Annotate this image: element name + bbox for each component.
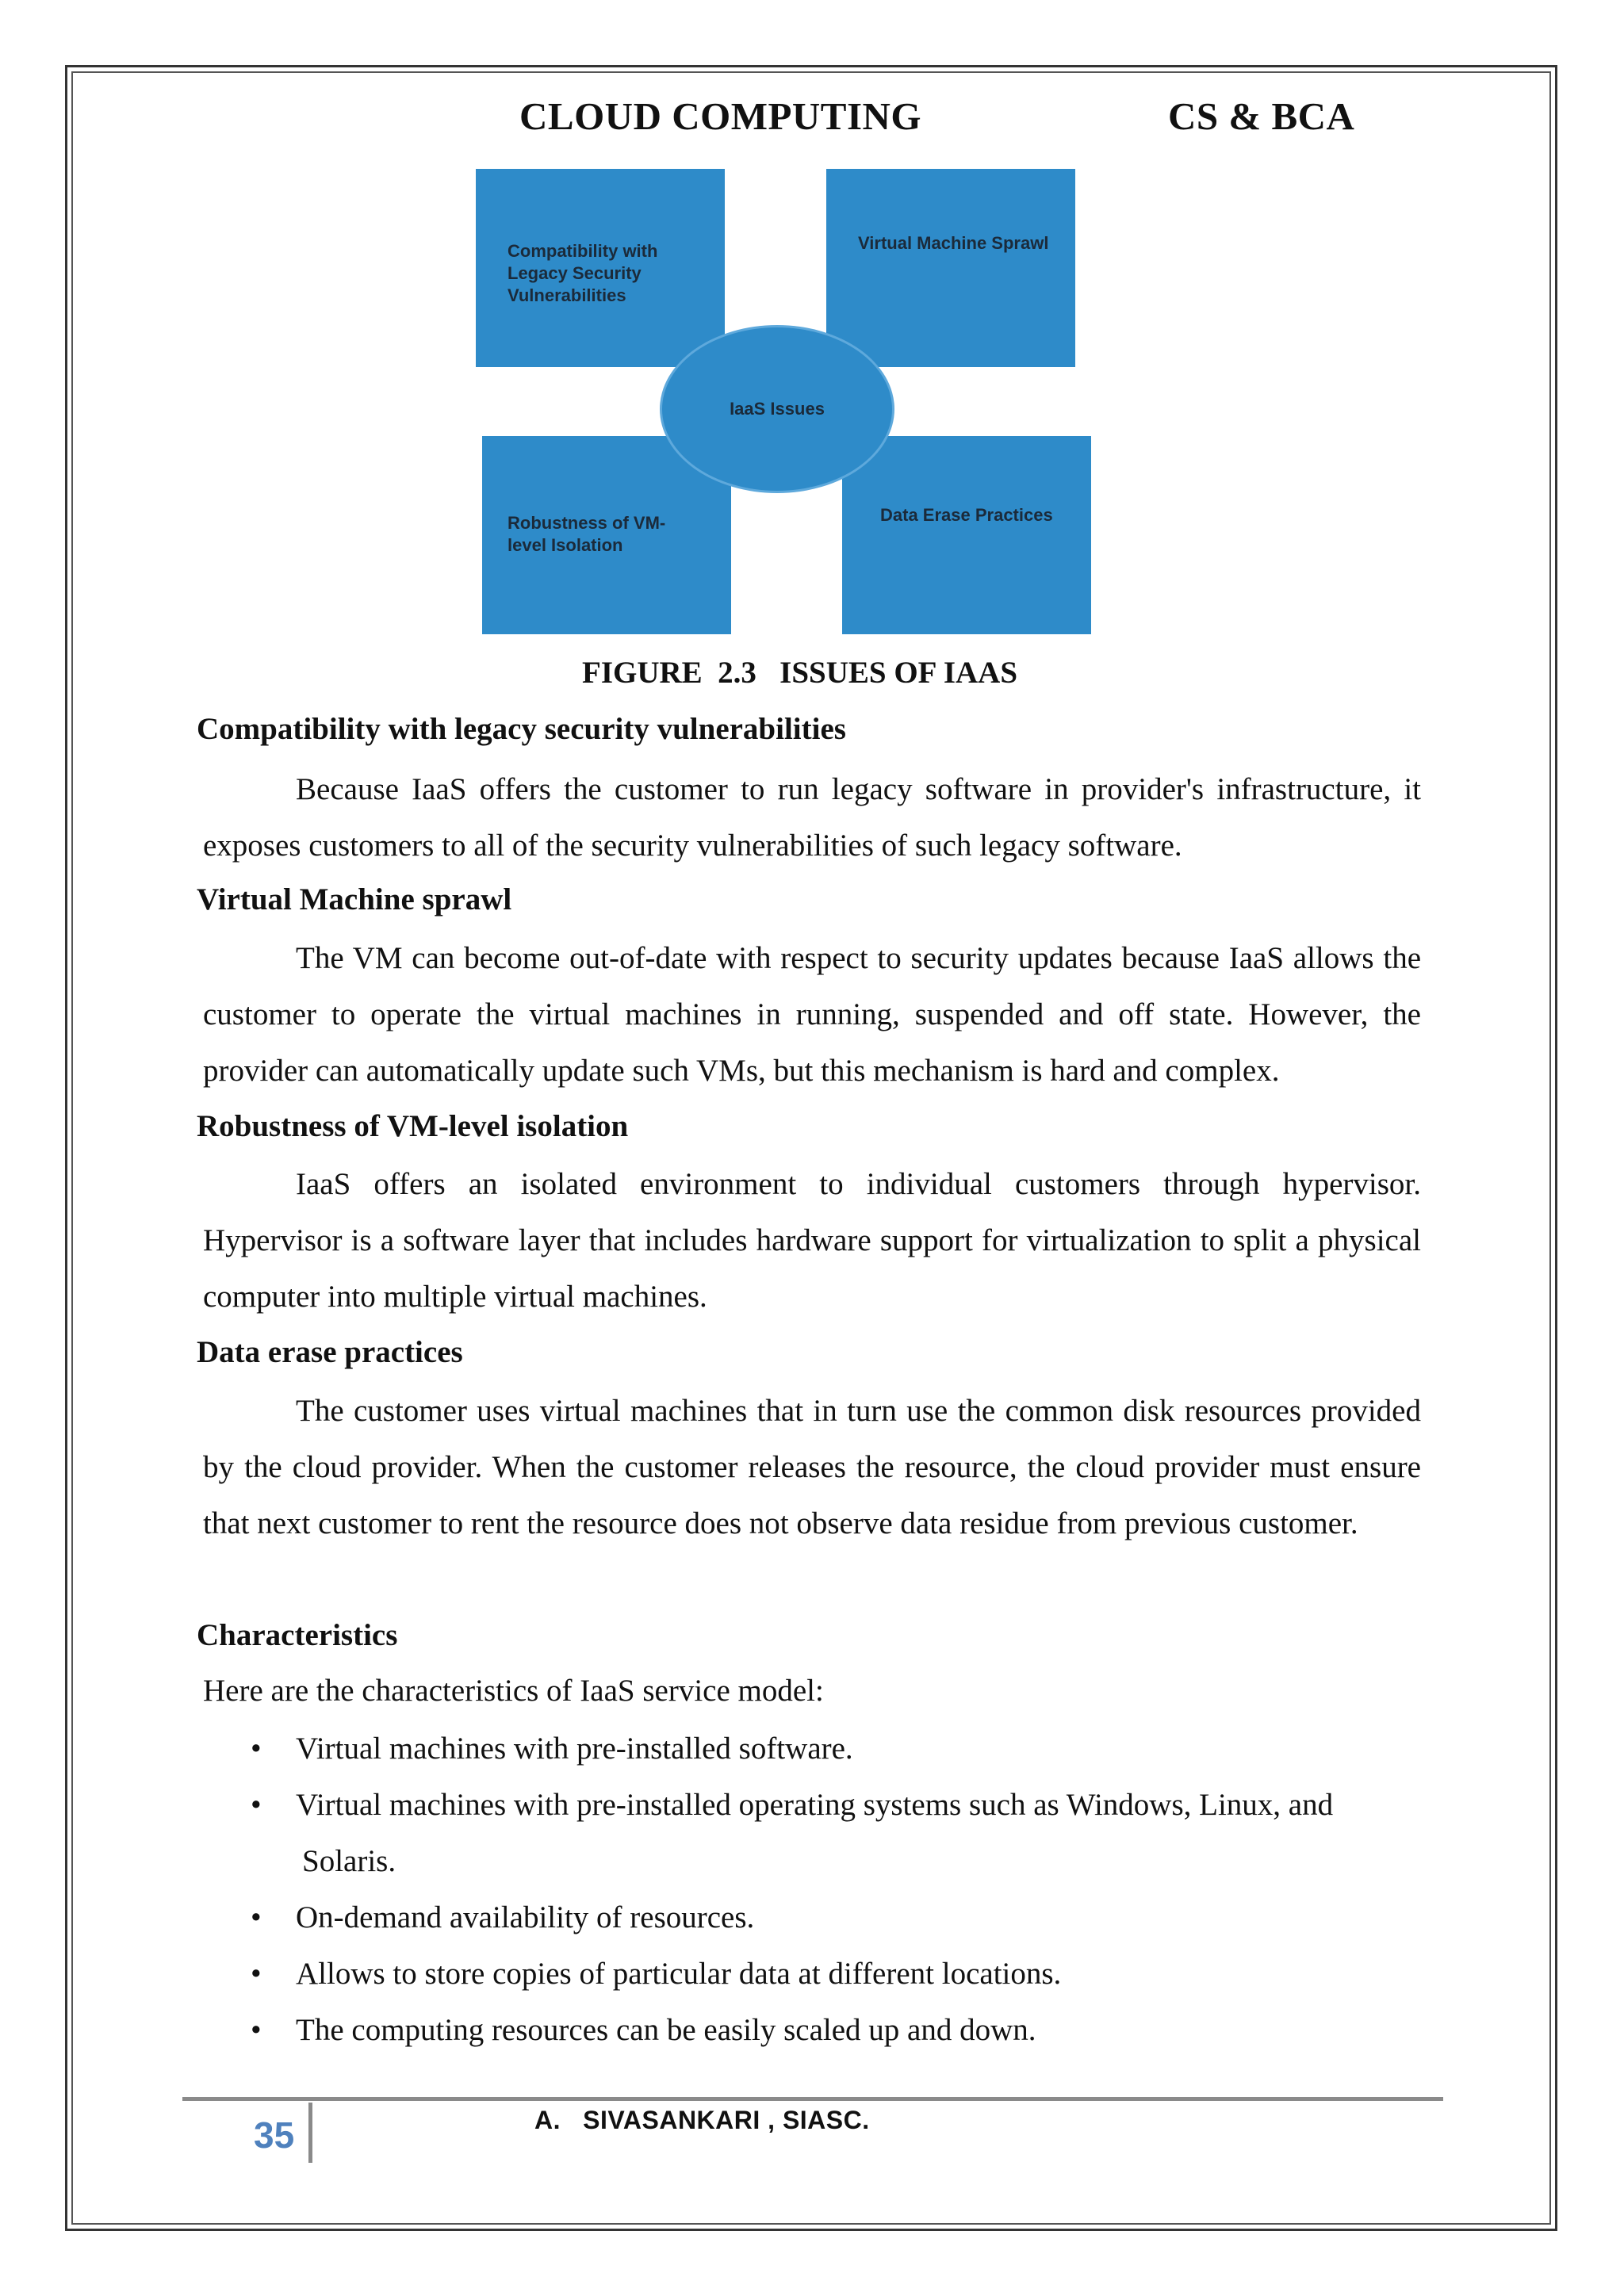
center-ellipse [660,325,894,493]
box-vm-sprawl-label: Virtual Machine Sprawl [858,233,1049,253]
page-number-divider [308,2103,312,2163]
section-heading-data-erase: Data erase practices [197,1335,463,1369]
bullet-icon: • [251,2013,262,2047]
section-body-vm-sprawl: The VM can become out-of-date with respect to security updates because IaaS allows the customer to operate the virtual machines in running, suspended and off state. However, the provider can automatically update such VMs, but this mechanism is hard and complex. [203,941,1421,1088]
header-course: CS & BCA [1168,94,1355,138]
list-item: • The computing resources can be easily scaled up and down. [203,2002,1421,2058]
bullet-icon: • [251,1900,262,1934]
characteristics-list [203,1720,1421,2058]
box-compatibility-label: Compatibility with Legacy Security Vulnerabilities [508,241,658,305]
section-body-data-erase: The customer uses virtual machines that in turn use the common disk resources provided by the cloud provider. When the customer releases the resource, the cloud provider must ensure that next customer to rent the resource does not observe data residue from previous customer. [203,1394,1421,1540]
footer-author: A. SIVASANKARI , SIASC. [534,2106,870,2134]
characteristics-heading: Characteristics [197,1618,398,1652]
bullet-icon: • [251,1788,262,1822]
section-heading-vm-sprawl: Virtual Machine sprawl [197,882,512,916]
section-heading-compatibility: Compatibility with legacy security vulnerabilities [197,712,846,746]
characteristics-intro: Here are the characteristics of IaaS service model: [203,1674,824,1708]
box-compatibility [476,169,725,367]
center-label: IaaS Issues [730,399,825,419]
bullet-icon: • [251,1732,262,1766]
section-body-robustness: IaaS offers an isolated environment to individual customers through hypervisor. Hypervisor is a software layer that includes hardware support for virtualization to split a physical computer into multiple virtual machines. [203,1167,1421,1314]
box-data-erase [842,436,1091,634]
iaas-issues-diagram [476,166,1094,642]
section-heading-robustness: Robustness of VM-level isolation [197,1109,629,1143]
list-item: • Virtual machines with pre-installed operating systems such as Windows, Linux, and Solaris. [203,1777,1421,1889]
bullet-icon: • [251,1957,262,1991]
footer-rule [182,2097,1443,2101]
box-vm-sprawl [826,169,1075,367]
list-item: • Virtual machines with pre-installed software. [203,1720,1421,1777]
page-number: 35 [254,2114,295,2156]
figure-caption: FIGURE 2.3 ISSUES OF IAAS [582,656,1018,690]
list-item: • Allows to store copies of particular data at different locations. [203,1946,1421,2002]
section-body-compatibility: Because IaaS offers the customer to run legacy software in provider's infrastructure, it exposes customers to all of the security vulnerabilities of such legacy software. [203,772,1421,863]
box-data-erase-label: Data Erase Practices [880,505,1053,525]
box-robustness-label: Robustness of VM-level Isolation [508,513,666,555]
header-title: CLOUD COMPUTING [519,94,922,138]
list-item: • On-demand availability of resources. [203,1889,1421,1946]
